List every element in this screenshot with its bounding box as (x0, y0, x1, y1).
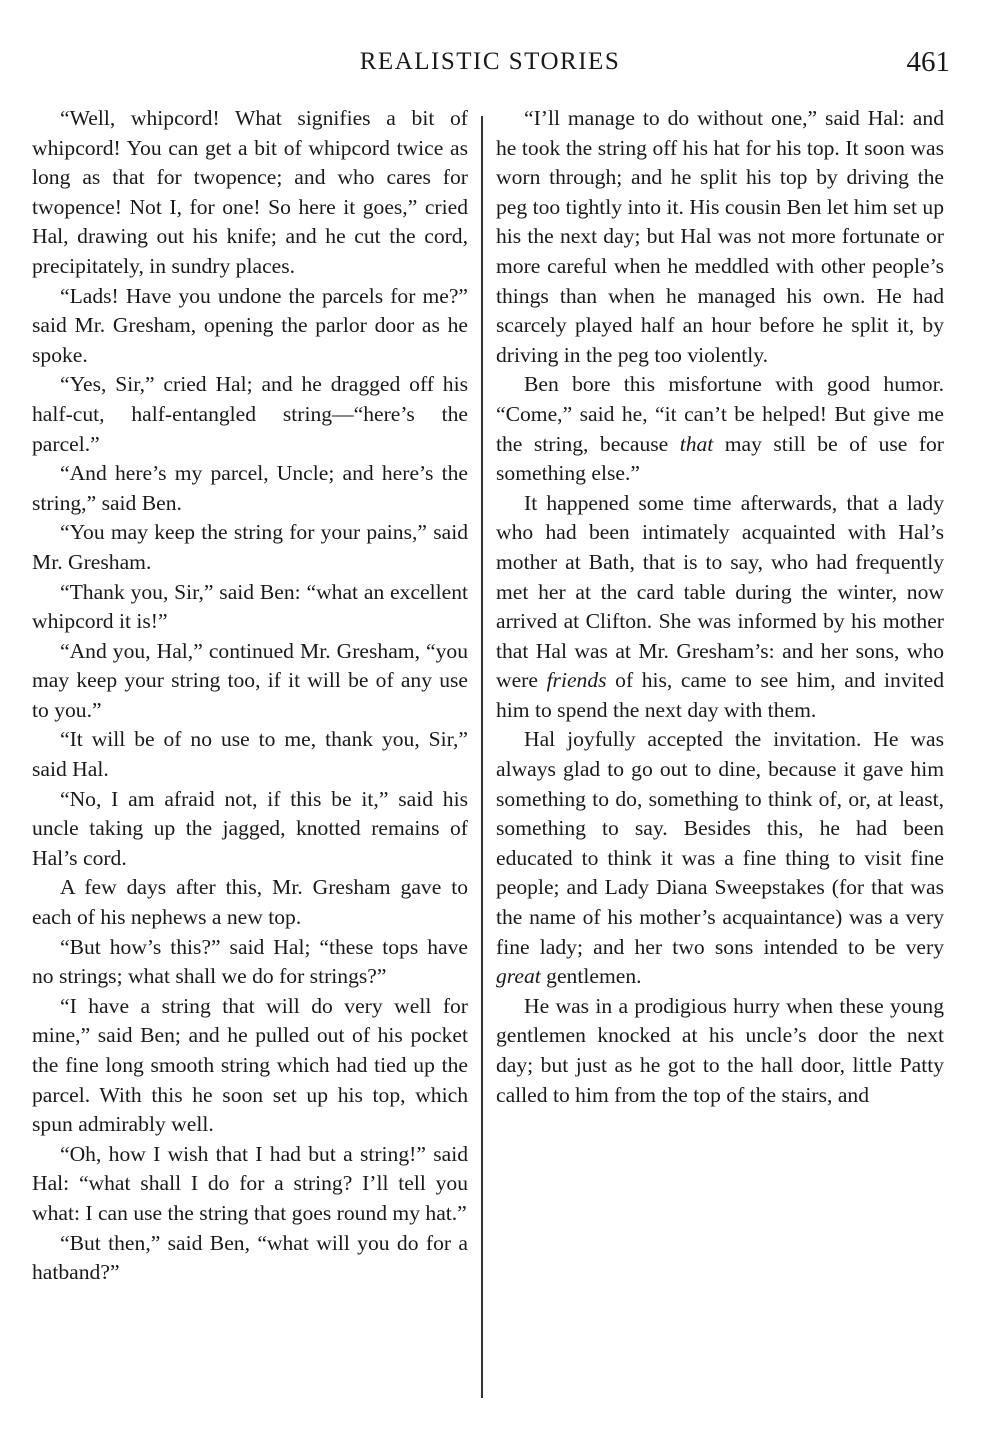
paragraph-text: “I’ll manage to do without one,” said Hal: and he took the string off his hat for his top. It soon was worn through; and he split his top by driving the peg too tightly into it. His cousin Ben let him set up his the next day; but Hal was not more fortunate or more careful when he meddled with other people’s things than when he managed his own. He had scarcely played half an hour before he split it, by driving in the peg too violently. (496, 106, 944, 367)
paragraph: “And here’s my parcel, Uncle; and here’s the string,” said Ben. (32, 461, 468, 515)
page-header (30, 48, 950, 88)
running-head: REALISTIC STORIES (359, 48, 621, 75)
paragraph (496, 104, 944, 370)
paragraph-text: It happened some time afterwards, that a lady who had been intimately acquainted with Hal’s mother at Bath, that is to say, who had frequently met her at the card table during the winter, now arrived at Clifton. She was informed by his mother that Hal was at Mr. Gresham’s: and her sons, who were (496, 490, 944, 693)
paragraph-text: gentlemen. (540, 964, 642, 989)
italic-word: great (496, 964, 541, 989)
paragraph: “And you, Hal,” continued Mr. Gresham, “you may keep your string too, if it will be of any use to you.” (32, 638, 468, 722)
paragraph-text: of his, came to see him, and invited him to spend the next day with them. (496, 668, 944, 722)
right-column (496, 104, 944, 1110)
paragraph: “But how’s this?” said Hal; “these tops have no strings; what shall we do for strings?” (32, 934, 468, 989)
paragraph (496, 370, 944, 488)
paragraph-text: may still be of use for something else.” (496, 431, 944, 486)
paragraph: A few days after this, Mr. Gresham gave to each of his nephews a new top. (32, 875, 468, 930)
paragraph (496, 992, 944, 1110)
italic-word: friends (546, 668, 607, 693)
page-number: 461 (906, 46, 950, 78)
paragraph: “It will be of no use to me, thank you, Sir,” said Hal. (32, 727, 468, 782)
paragraph: “Well, whipcord! What signifies a bit of whipcord! You can get a bit of whipcord twice as long as that for twopence; and who cares for twopence! Not I, for one! So here it goes,” cried Hal, drawing out his knife; and he cut the cord, precipitately, in sundry places. (32, 106, 468, 278)
paragraph-text: He was in a prodigious hurry when these young gentlemen knocked at his uncle’s door the next day; but just as he got to the hall door, little Patty called to him from the top of the stairs, and (496, 993, 944, 1107)
left-column (32, 104, 468, 1288)
column-divider (481, 116, 483, 1398)
italic-word: that (679, 431, 714, 456)
paragraph: “Thank you, Sir,” said Ben: “what an excellent whipcord it is!” (32, 579, 468, 634)
paragraph: “But then,” said Ben, “what will you do for a hatband?” (32, 1230, 468, 1285)
paragraph: “You may keep the string for your pains,” said Mr. Gresham. (32, 520, 468, 574)
paragraph-text: Hal joyfully accepted the invitation. He was always glad to go out to dine, because it gave him something to do, something to think of, or, at least, something to say. Besides this, he had been educated to think it was a fine thing to visit fine people; and Lady Diana Sweepstakes (for that was the name of his mother’s acquaintance) was a very fine lady; and her two sons intended to be very (496, 727, 944, 959)
paragraph: “No, I am afraid not, if this be it,” said his uncle taking up the jagged, knotted remains of Hal’s cord. (32, 786, 468, 870)
paragraph (496, 489, 944, 726)
paragraph: “Yes, Sir,” cried Hal; and he dragged off his half-cut, half-entangled string—“here’s the parcel.” (32, 372, 468, 456)
paragraph: “Lads! Have you undone the parcels for me?” said Mr. Gresham, opening the parlor door as he spoke. (32, 283, 468, 367)
paragraph: “Oh, how I wish that I had but a string!” said Hal: “what shall I do for a string? I’ll tell you what: I can use the string that goes round my hat.” (32, 1141, 468, 1225)
paragraph: “I have a string that will do very well for mine,” said Ben; and he pulled out of his pocket the fine long smooth string which had tied up the parcel. With this he soon set up his top, which spun admirably well. (32, 993, 468, 1137)
paragraph-text: Ben bore this misfortune with good humor. “Come,” said he, “it can’t be helped! But give me the string, because (496, 372, 944, 456)
paragraph (496, 725, 944, 991)
